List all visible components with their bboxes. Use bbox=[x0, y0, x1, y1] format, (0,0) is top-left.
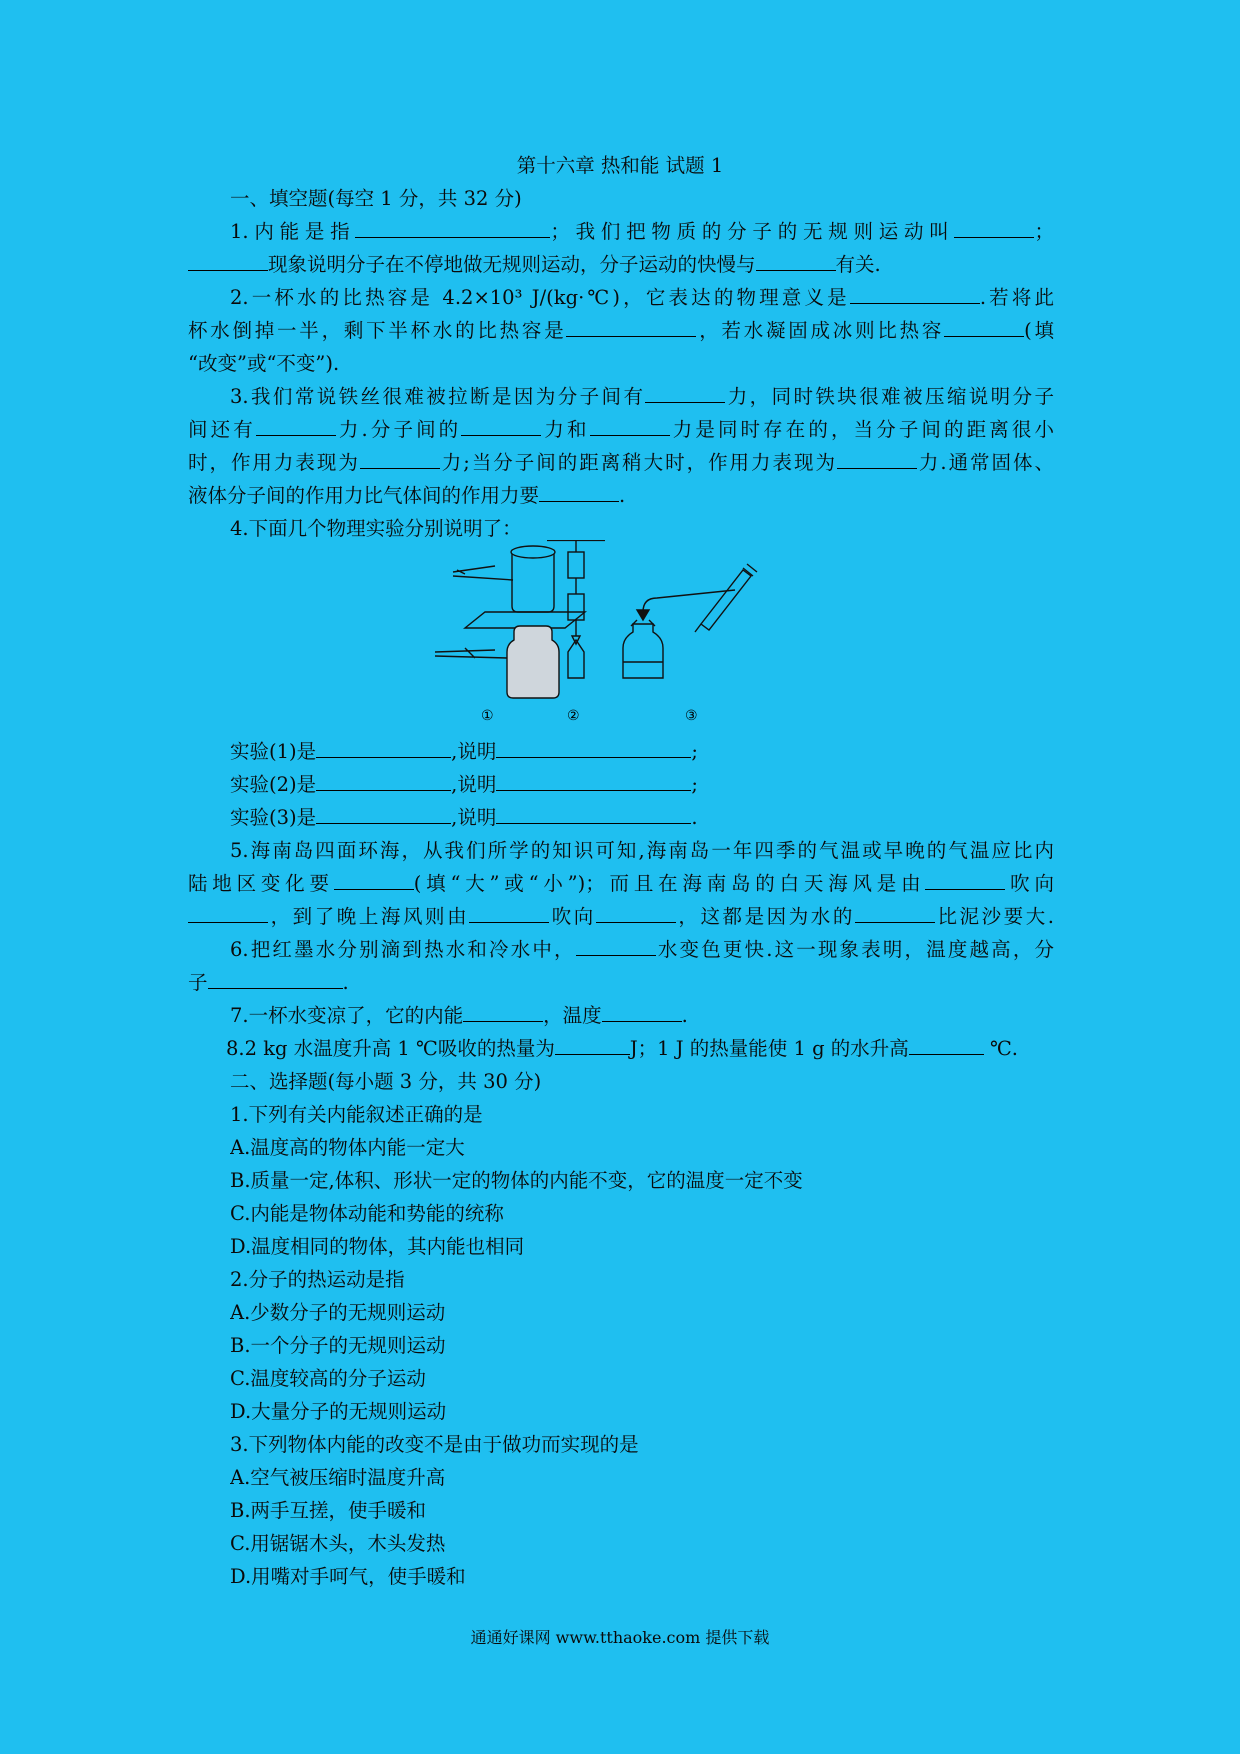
mc2-option-a: A.少数分子的无规则运动 bbox=[230, 1301, 446, 1324]
q6-line2: 子 . bbox=[188, 971, 349, 994]
mc1-stem: 1.下列有关内能叙述正确的是 bbox=[230, 1103, 483, 1126]
q4-stem: 4.下面几个物理实验分别说明了： bbox=[230, 517, 522, 540]
section2-heading: 二、选择题(每小题 3 分，共 30 分) bbox=[230, 1070, 542, 1093]
mc1-option-c: C.内能是物体动能和势能的统称 bbox=[230, 1202, 504, 1225]
mc1-option-b: B.质量一定,体积、形状一定的物体的内能不变，它的温度一定不变 bbox=[230, 1169, 803, 1192]
figure-label-1: ① bbox=[481, 708, 494, 724]
q4-row-2: 实验(2)是 ,说明 ; bbox=[230, 773, 698, 796]
mc3-option-b: B.两手互搓，使手暖和 bbox=[230, 1499, 427, 1522]
q4-row-1: 实验(1)是 ,说明 ; bbox=[230, 740, 698, 763]
mc3-option-c: C.用锯锯木头，木头发热 bbox=[230, 1532, 446, 1555]
q2-line1: 2.一杯水的比热容是 4.2×10³ J/(kg·℃)，它表达的物理意义是 .若将此 bbox=[230, 286, 1054, 309]
mc3-option-a: A.空气被压缩时温度升高 bbox=[230, 1466, 446, 1489]
q2-line2: 杯水倒掉一半，剩下半杯水的比热容是 ，若水凝固成冰则比热容 (填 bbox=[188, 319, 1054, 342]
experiment-figure bbox=[435, 540, 855, 735]
diffusion-jars-illustration bbox=[435, 546, 585, 698]
q5-line2: 陆地区变化要 (填“大”或“小”)；而且在海南岛的白天海风是由 吹向 bbox=[188, 872, 1054, 895]
q3-line4: 液体分子间的作用力比气体间的作用力要 . bbox=[188, 484, 626, 507]
q2-line3: “改变”或“不变”). bbox=[188, 352, 340, 375]
q7-line: 7.一杯水变凉了，它的内能 ，温度 . bbox=[230, 1004, 688, 1027]
q5-line3: ，到了晚上海风则由 吹向 ，这都是因为水的 比泥沙要大. bbox=[188, 901, 1054, 933]
footer-credit: 通通好课网 www.tthaoke.com 提供下载 bbox=[470, 1628, 770, 1647]
q1-line2: 现象说明分子在不停地做无规则运动，分子运动的快慢与 有关. bbox=[188, 249, 1054, 281]
q1-line1: 1.内能是指 ；我们把物质的分子的无规则运动叫 ； bbox=[230, 220, 1054, 243]
jar-and-pump-illustration bbox=[623, 564, 757, 678]
q4-row-3: 实验(3)是 ,说明 . bbox=[230, 806, 698, 829]
q3-line2: 间还有 力.分子间的 力和 力是同时存在的，当分子间的距离很小 bbox=[188, 418, 1054, 441]
figure-label-3: ③ bbox=[685, 708, 698, 724]
mc3-option-d: D.用嘴对手呵气，使手暖和 bbox=[230, 1565, 466, 1588]
q3-line1: 3.我们常说铁丝很难被拉断是因为分子间有 力，同时铁块很难被压缩说明分子 bbox=[230, 385, 1054, 408]
mc2-option-d: D.大量分子的无规则运动 bbox=[230, 1400, 447, 1423]
mc2-stem: 2.分子的热运动是指 bbox=[230, 1268, 405, 1291]
q3-line3: 时，作用力表现为 力;当分子间的距离稍大时，作用力表现为 力.通常固体、 bbox=[188, 451, 1054, 474]
page-title: 第十六章 热和能 试题 1 bbox=[516, 154, 724, 177]
q5-line1: 5.海南岛四面环海，从我们所学的知识可知,海南岛一年四季的气温或早晚的气温应比内 bbox=[230, 839, 1054, 862]
section1-heading: 一、填空题(每空 1 分，共 32 分) bbox=[230, 187, 522, 210]
mc1-option-d: D.温度相同的物体，其内能也相同 bbox=[230, 1235, 525, 1258]
mc2-option-b: B.一个分子的无规则运动 bbox=[230, 1334, 446, 1357]
q8-line: 8.2 kg 水温度升高 1 ℃吸收的热量为 J；1 J 的热量能使 1 g 的水升高 ℃. bbox=[226, 1037, 1018, 1060]
figure-label-2: ② bbox=[567, 708, 580, 724]
mc3-stem: 3.下列物体内能的改变不是由于做功而实现的是 bbox=[230, 1433, 639, 1456]
q6-line1: 6.把红墨水分别滴到热水和冷水中， 水变色更快.这一现象表明，温度越高，分 bbox=[230, 938, 1054, 961]
mc2-option-c: C.温度较高的分子运动 bbox=[230, 1367, 426, 1390]
mc1-option-a: A.温度高的物体内能一定大 bbox=[230, 1136, 465, 1159]
